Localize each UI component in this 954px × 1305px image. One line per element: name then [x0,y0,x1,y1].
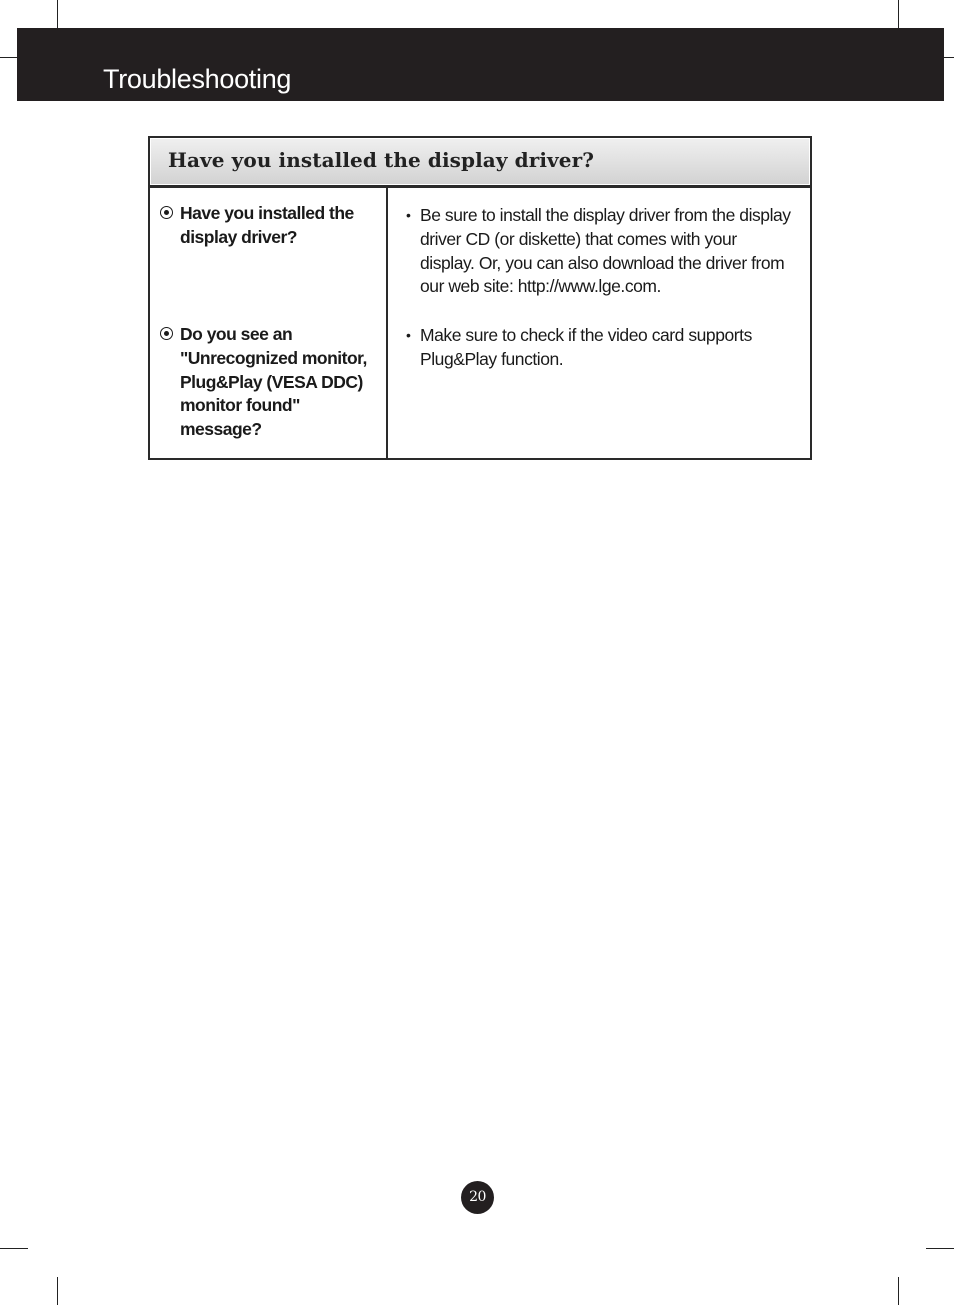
crop-mark-top-left [57,0,58,28]
answer-item [402,204,794,299]
answer-text: Be sure to install the display driver from the display driver CD (or diskette) that comes with your display. Or, you can also download the driver from our web site: http://www.lge.com. [420,205,791,297]
panel-title: Have you installed the display driver? [168,148,595,172]
dot-bullet-icon: • [406,327,411,343]
answer-text: Make sure to check if the video card supports Plug&Play function. [420,325,752,369]
crop-mark-bottom-right [898,1277,899,1305]
question-text: Do you see an "Unrecognized monitor, Plug&Play (VESA DDC) monitor found" message? [180,324,367,440]
crop-mark-top-right [898,0,899,28]
answer-item [402,324,794,372]
question-text: Have you installed the display driver? [180,203,354,247]
column-divider [386,188,388,458]
crop-mark-right-bottom [926,1248,954,1249]
radio-bullet-icon [160,206,173,219]
crop-mark-bottom-left [57,1277,58,1305]
dot-bullet-icon: • [406,207,411,223]
question-item [160,202,382,250]
crop-mark-left-bottom [0,1248,28,1249]
radio-bullet-icon [160,327,173,340]
troubleshooting-panel [148,136,812,460]
question-item [160,323,382,442]
panel-header [150,138,810,188]
page-title: Troubleshooting [103,64,292,94]
page-number-badge: 20 [461,1181,494,1214]
